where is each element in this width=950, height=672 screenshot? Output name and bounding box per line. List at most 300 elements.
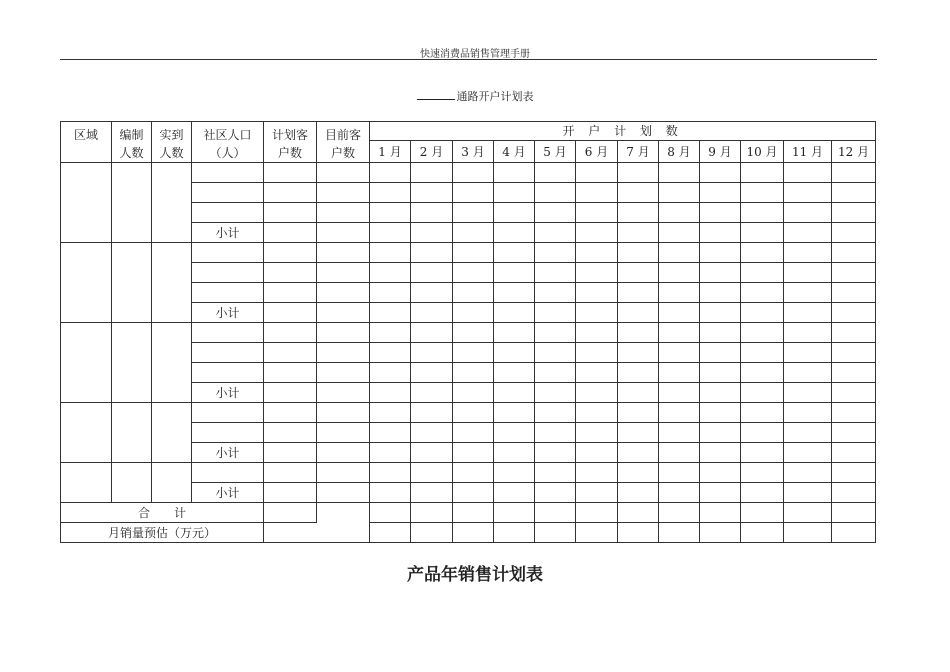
month-cell [576, 503, 618, 523]
month-cell [535, 283, 576, 303]
month-cell [832, 403, 876, 423]
region-cell [61, 323, 112, 403]
month-cell [576, 363, 618, 383]
staff-cell [112, 243, 152, 323]
population-cell [192, 243, 264, 263]
month-cell [618, 423, 659, 443]
month-cell [411, 243, 453, 263]
col-planned-accounts-header: 计划客 户数 [264, 122, 317, 163]
current-accounts-cell [317, 403, 370, 423]
month-cell [832, 243, 876, 263]
month-cell [618, 443, 659, 463]
month-cell [659, 383, 700, 403]
table-row [61, 323, 876, 343]
staff-cell [112, 463, 152, 503]
month-cell [370, 443, 411, 463]
subtotal-cell: 小计 [192, 223, 264, 243]
subtotal-cell: 小计 [192, 303, 264, 323]
month-cell [370, 343, 411, 363]
month-cell [832, 363, 876, 383]
month-cell [784, 443, 832, 463]
month-cell [535, 323, 576, 343]
region-cell [61, 163, 112, 243]
month-cell [576, 203, 618, 223]
page-header: 快速消费品销售管理手册 [420, 49, 530, 60]
month-cell [700, 483, 741, 503]
month-cell [741, 183, 784, 203]
current-accounts-cell [317, 203, 370, 223]
month-cell [784, 163, 832, 183]
month-cell [411, 363, 453, 383]
month-cell [576, 483, 618, 503]
month-cell [618, 323, 659, 343]
month-cell [535, 223, 576, 243]
month-cell [618, 283, 659, 303]
planned-accounts-cell [264, 243, 317, 263]
month-cell [784, 223, 832, 243]
month-cell [659, 263, 700, 283]
month-cell [741, 303, 784, 323]
planned-accounts-cell [264, 483, 317, 503]
month-cell [832, 463, 876, 483]
month-cell [784, 283, 832, 303]
month-cell [494, 323, 535, 343]
bottom-title: 产品年销售计划表 [407, 565, 543, 585]
month-cell [618, 223, 659, 243]
month-cell [659, 483, 700, 503]
month-cell [618, 383, 659, 403]
month-cell [411, 503, 453, 523]
month-cell [784, 203, 832, 223]
staff-cell [112, 163, 152, 243]
month-cell [453, 483, 494, 503]
month-cell [453, 183, 494, 203]
month-cell [576, 183, 618, 203]
population-cell [192, 263, 264, 283]
month-cell [659, 423, 700, 443]
month-cell [700, 223, 741, 243]
month-cell [453, 163, 494, 183]
month-cell [741, 163, 784, 183]
month-cell [411, 183, 453, 203]
month-cell [535, 163, 576, 183]
month-cell [659, 503, 700, 523]
month-cell [700, 363, 741, 383]
header-rule [60, 59, 877, 60]
month-cell [618, 523, 659, 543]
month-cell [618, 263, 659, 283]
month-cell [700, 163, 741, 183]
month-cell [494, 403, 535, 423]
month-cell [784, 323, 832, 343]
month-cell [618, 203, 659, 223]
col-population-header: 社区人口 （人） [192, 122, 264, 163]
population-cell [192, 283, 264, 303]
planned-accounts-cell [264, 323, 317, 343]
month-cell [700, 523, 741, 543]
month-cell [453, 463, 494, 483]
month-cell [411, 523, 453, 543]
table-row [61, 403, 876, 423]
planned-accounts-cell [264, 383, 317, 403]
month-cell [576, 283, 618, 303]
month-cell [784, 423, 832, 443]
month-cell [411, 163, 453, 183]
col-current-accounts-header: 目前客 户数 [317, 122, 370, 163]
month-cell [659, 283, 700, 303]
population-cell [192, 323, 264, 343]
month-cell [494, 523, 535, 543]
month-header-11: 11 月 [784, 141, 832, 163]
current-accounts-cell [317, 343, 370, 363]
planned-accounts-cell [264, 363, 317, 383]
table-title [0, 88, 950, 104]
staff-cell [112, 403, 152, 463]
month-cell [659, 463, 700, 483]
month-cell [494, 223, 535, 243]
month-cell [741, 503, 784, 523]
month-cell [659, 323, 700, 343]
month-cell [832, 323, 876, 343]
header-row-1 [61, 122, 876, 141]
month-cell [411, 483, 453, 503]
month-cell [411, 223, 453, 243]
month-header-2: 2 月 [411, 141, 453, 163]
population-cell [192, 363, 264, 383]
month-cell [618, 503, 659, 523]
month-cell [411, 423, 453, 443]
month-cell [535, 503, 576, 523]
month-cell [411, 383, 453, 403]
month-cell [618, 483, 659, 503]
month-cell [370, 323, 411, 343]
month-cell [411, 403, 453, 423]
current-accounts-cell [317, 383, 370, 403]
month-cell [832, 263, 876, 283]
month-header-9: 9 月 [700, 141, 741, 163]
month-cell [576, 223, 618, 243]
population-cell [192, 343, 264, 363]
month-cell [494, 243, 535, 263]
month-cell [659, 343, 700, 363]
planned-accounts-cell [264, 203, 317, 223]
month-cell [370, 223, 411, 243]
month-cell [411, 303, 453, 323]
month-cell [659, 303, 700, 323]
month-cell [659, 223, 700, 243]
month-cell [618, 403, 659, 423]
month-cell [700, 383, 741, 403]
month-cell [453, 303, 494, 323]
month-cell [411, 203, 453, 223]
month-cell [494, 203, 535, 223]
month-cell [370, 423, 411, 443]
current-accounts-cell [317, 243, 370, 263]
month-cell [659, 443, 700, 463]
month-cell [370, 283, 411, 303]
planned-accounts-cell [264, 283, 317, 303]
month-cell [700, 443, 741, 463]
population-cell [192, 183, 264, 203]
month-cell [453, 323, 494, 343]
planned-accounts-cell [264, 443, 317, 463]
planned-accounts-cell [264, 223, 317, 243]
month-cell [659, 523, 700, 543]
actual-cell [152, 403, 192, 463]
month-cell [741, 363, 784, 383]
month-cell [535, 203, 576, 223]
planned-accounts-cell [264, 263, 317, 283]
month-cell [659, 163, 700, 183]
staff-cell [112, 323, 152, 403]
month-cell [700, 183, 741, 203]
month-cell [784, 523, 832, 543]
month-cell [618, 343, 659, 363]
month-header-3: 3 月 [453, 141, 494, 163]
month-cell [659, 243, 700, 263]
month-cell [618, 463, 659, 483]
subtotal-cell: 小计 [192, 383, 264, 403]
month-cell [370, 203, 411, 223]
month-header-8: 8 月 [659, 141, 700, 163]
month-cell [741, 283, 784, 303]
current-accounts-cell [317, 423, 370, 443]
month-cell [453, 243, 494, 263]
month-cell [535, 363, 576, 383]
table-row [61, 463, 876, 483]
month-cell [741, 403, 784, 423]
month-cell [832, 183, 876, 203]
month-cell [494, 463, 535, 483]
forecast-blank-cell [264, 523, 370, 543]
month-cell [411, 463, 453, 483]
table-title-text: 通路开户计划表 [456, 90, 534, 103]
month-cell [453, 503, 494, 523]
population-cell [192, 203, 264, 223]
month-cell [784, 363, 832, 383]
month-cell [741, 423, 784, 443]
month-cell [741, 223, 784, 243]
col-actual-header: 实到 人数 [152, 122, 192, 163]
month-cell [832, 223, 876, 243]
region-cell [61, 243, 112, 323]
month-cell [370, 483, 411, 503]
month-cell [494, 383, 535, 403]
planned-accounts-cell [264, 183, 317, 203]
population-cell [192, 423, 264, 443]
current-accounts-cell [317, 163, 370, 183]
month-cell [370, 303, 411, 323]
month-cell [576, 303, 618, 323]
month-cell [453, 403, 494, 423]
region-cell [61, 463, 112, 503]
month-cell [659, 183, 700, 203]
current-accounts-cell [317, 303, 370, 323]
month-cell [576, 163, 618, 183]
month-cell [370, 523, 411, 543]
subtotal-cell: 小计 [192, 443, 264, 463]
month-cell [370, 503, 411, 523]
planned-accounts-cell [264, 303, 317, 323]
month-cell [700, 203, 741, 223]
month-cell [700, 283, 741, 303]
month-cell [453, 443, 494, 463]
month-cell [700, 423, 741, 443]
month-cell [370, 163, 411, 183]
month-header-1: 1 月 [370, 141, 411, 163]
region-cell [61, 403, 112, 463]
month-cell [494, 503, 535, 523]
current-accounts-cell [317, 443, 370, 463]
month-cell [784, 483, 832, 503]
month-cell [784, 403, 832, 423]
month-header-12: 12 月 [832, 141, 876, 163]
month-cell [453, 203, 494, 223]
month-cell [453, 283, 494, 303]
month-cell [741, 263, 784, 283]
month-cell [370, 463, 411, 483]
month-header-10: 10 月 [741, 141, 784, 163]
month-cell [832, 383, 876, 403]
month-cell [741, 323, 784, 343]
month-cell [494, 183, 535, 203]
actual-cell [152, 163, 192, 243]
month-cell [535, 403, 576, 423]
month-cell [370, 183, 411, 203]
forecast-label: 月销量预估（万元） [61, 523, 264, 543]
month-cell [832, 483, 876, 503]
population-cell [192, 403, 264, 423]
month-cell [700, 403, 741, 423]
forecast-row [61, 523, 876, 543]
col-group-header: 开 户 计 划 数 [370, 122, 876, 141]
month-cell [576, 263, 618, 283]
current-accounts-cell [317, 363, 370, 383]
month-header-7: 7 月 [618, 141, 659, 163]
month-cell [784, 463, 832, 483]
population-cell [192, 163, 264, 183]
current-accounts-cell [317, 263, 370, 283]
current-accounts-cell [317, 483, 370, 503]
current-accounts-cell [317, 463, 370, 483]
month-cell [618, 363, 659, 383]
month-cell [832, 163, 876, 183]
month-cell [494, 303, 535, 323]
month-cell [700, 243, 741, 263]
month-cell [659, 403, 700, 423]
planned-accounts-cell [264, 423, 317, 443]
month-header-6: 6 月 [576, 141, 618, 163]
month-cell [832, 443, 876, 463]
total-label: 合 计 [61, 503, 264, 523]
month-cell [535, 483, 576, 503]
planned-accounts-cell [264, 403, 317, 423]
month-cell [453, 263, 494, 283]
month-cell [494, 283, 535, 303]
month-cell [576, 463, 618, 483]
month-cell [370, 243, 411, 263]
month-cell [832, 203, 876, 223]
total-current-cell [317, 503, 370, 523]
month-cell [784, 183, 832, 203]
month-cell [494, 443, 535, 463]
month-cell [700, 343, 741, 363]
month-cell [784, 303, 832, 323]
month-cell [832, 283, 876, 303]
month-cell [535, 343, 576, 363]
month-cell [535, 243, 576, 263]
total-planned-cell [264, 503, 317, 523]
month-cell [700, 303, 741, 323]
month-header-5: 5 月 [535, 141, 576, 163]
population-cell [192, 463, 264, 483]
month-cell [784, 343, 832, 363]
month-cell [741, 463, 784, 483]
month-cell [618, 183, 659, 203]
month-cell [576, 323, 618, 343]
month-cell [535, 523, 576, 543]
month-cell [784, 243, 832, 263]
month-cell [576, 383, 618, 403]
month-cell [832, 303, 876, 323]
planned-accounts-cell [264, 343, 317, 363]
month-cell [370, 383, 411, 403]
month-cell [832, 523, 876, 543]
month-cell [494, 363, 535, 383]
planned-accounts-cell [264, 463, 317, 483]
month-cell [700, 263, 741, 283]
month-cell [741, 343, 784, 363]
month-cell [453, 343, 494, 363]
month-cell [700, 323, 741, 343]
month-cell [741, 443, 784, 463]
month-cell [576, 443, 618, 463]
col-staff-header: 编制 人数 [112, 122, 152, 163]
table-row [61, 163, 876, 183]
month-cell [453, 383, 494, 403]
month-cell [784, 263, 832, 283]
month-cell [494, 483, 535, 503]
month-cell [535, 183, 576, 203]
month-cell [700, 503, 741, 523]
month-cell [494, 343, 535, 363]
current-accounts-cell [317, 283, 370, 303]
subtotal-cell: 小计 [192, 483, 264, 503]
current-accounts-cell [317, 223, 370, 243]
month-cell [618, 303, 659, 323]
month-cell [784, 383, 832, 403]
actual-cell [152, 243, 192, 323]
month-cell [535, 463, 576, 483]
current-accounts-cell [317, 323, 370, 343]
month-cell [411, 323, 453, 343]
actual-cell [152, 463, 192, 503]
planned-accounts-cell [264, 163, 317, 183]
month-cell [741, 203, 784, 223]
month-cell [832, 423, 876, 443]
month-cell [741, 483, 784, 503]
month-cell [411, 283, 453, 303]
month-cell [832, 503, 876, 523]
col-region-header: 区域 [61, 122, 112, 163]
month-cell [535, 303, 576, 323]
month-cell [576, 403, 618, 423]
account-plan-table [60, 121, 876, 543]
month-cell [494, 263, 535, 283]
month-cell [370, 363, 411, 383]
month-cell [535, 263, 576, 283]
month-cell [370, 403, 411, 423]
